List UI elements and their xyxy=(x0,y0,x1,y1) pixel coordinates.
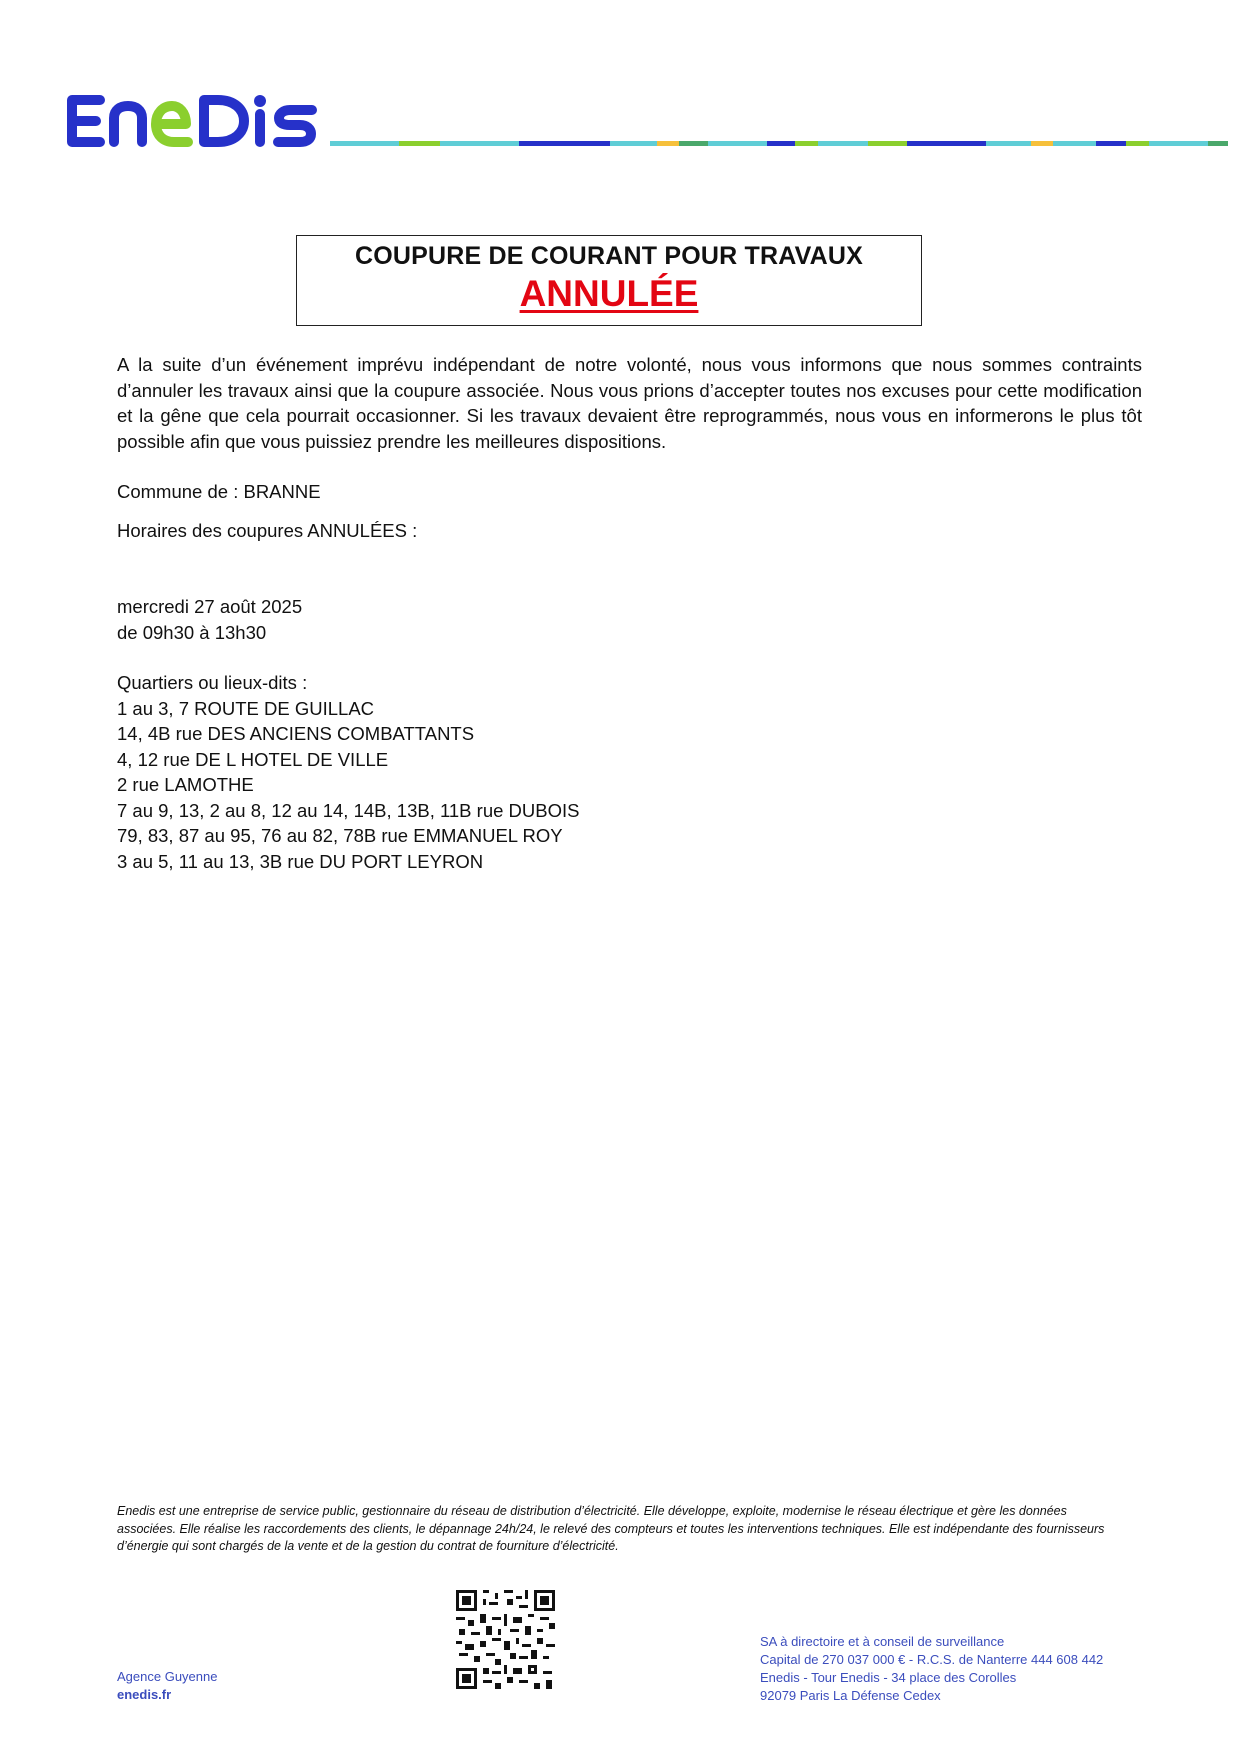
website-link[interactable]: enedis.fr xyxy=(117,1687,172,1702)
legal-block xyxy=(760,1633,1103,1705)
agency-block xyxy=(117,1668,217,1704)
legal-line: Enedis - Tour Enedis - 34 place des Corolles xyxy=(760,1670,1017,1685)
enedis-logo-icon xyxy=(62,92,322,150)
address-item: 14, 4B rue DES ANCIENS COMBATTANTS xyxy=(117,723,475,744)
enedis-logo xyxy=(62,92,322,150)
decorative-stripe xyxy=(330,141,1228,146)
horaires-label: Horaires des coupures ANNULÉES : xyxy=(117,519,418,541)
address-item: 4, 12 rue DE L HOTEL DE VILLE xyxy=(117,748,389,770)
address-item: 3 au 5, 11 au 13, 3B rue DU PORT LEYRON xyxy=(117,850,484,872)
address-item: 7 au 9, 13, 2 au 8, 12 au 14, 14B, 13B, 11B rue DUBOIS xyxy=(117,799,580,821)
title-box xyxy=(296,235,922,326)
footer-disclaimer: Enedis est une entreprise de service public, gestionnaire du réseau de distribution d’électricité. Elle développe, exploite, modernise le réseau électrique et gère les données associées. Elle réalise les raccordements des clients, le dépannage 24h/24, le relevé des compteurs et toutes les interventions techniques. Elle est indépendante des fournisseurs d’énergie qui sont chargés de la vente et de la gestion du contrat de fourniture d’électricité. xyxy=(117,1504,1105,1553)
legal-line: SA à directoire et à conseil de surveillance xyxy=(760,1634,1005,1649)
address-item: 79, 83, 87 au 95, 76 au 82, 78B rue EMMANUEL ROY xyxy=(117,825,563,846)
outage-time: de 09h30 à 13h30 xyxy=(117,621,267,643)
notice-title: COUPURE DE COURANT POUR TRAVAUX xyxy=(354,242,864,270)
address-item: 1 au 3, 7 ROUTE DE GUILLAC xyxy=(117,697,375,719)
agency-name: Agence Guyenne xyxy=(117,1669,218,1684)
qr-code-icon[interactable] xyxy=(456,1590,555,1689)
notice-body xyxy=(117,352,1142,874)
intro-paragraph: A la suite d’un événement imprévu indépendant de notre volonté, nous vous informons que nous sommes contraints d’annuler les travaux ainsi que la coupure associée. Nous vous prions d’accepter toutes nos excuses pour cette modification et la gêne que cela pourrait occasionner. Si les travaux devaient être reprogrammés, nous vous en informerons le plus tôt possible afin que vous puissiez prendre les meilleures dispositions. xyxy=(117,354,1142,452)
legal-line: Capital de 270 037 000 € - R.C.S. de Nanterre 444 608 442 xyxy=(760,1652,1104,1667)
quartiers-label: Quartiers ou lieux-dits : xyxy=(117,672,308,693)
address-item: 2 rue LAMOTHE xyxy=(117,774,254,795)
outage-date: mercredi 27 août 2025 xyxy=(117,596,303,617)
commune-line: Commune de : BRANNE xyxy=(117,481,321,502)
legal-line: 92079 Paris La Défense Cedex xyxy=(760,1688,941,1703)
cancelled-status: ANNULÉE xyxy=(519,273,699,314)
